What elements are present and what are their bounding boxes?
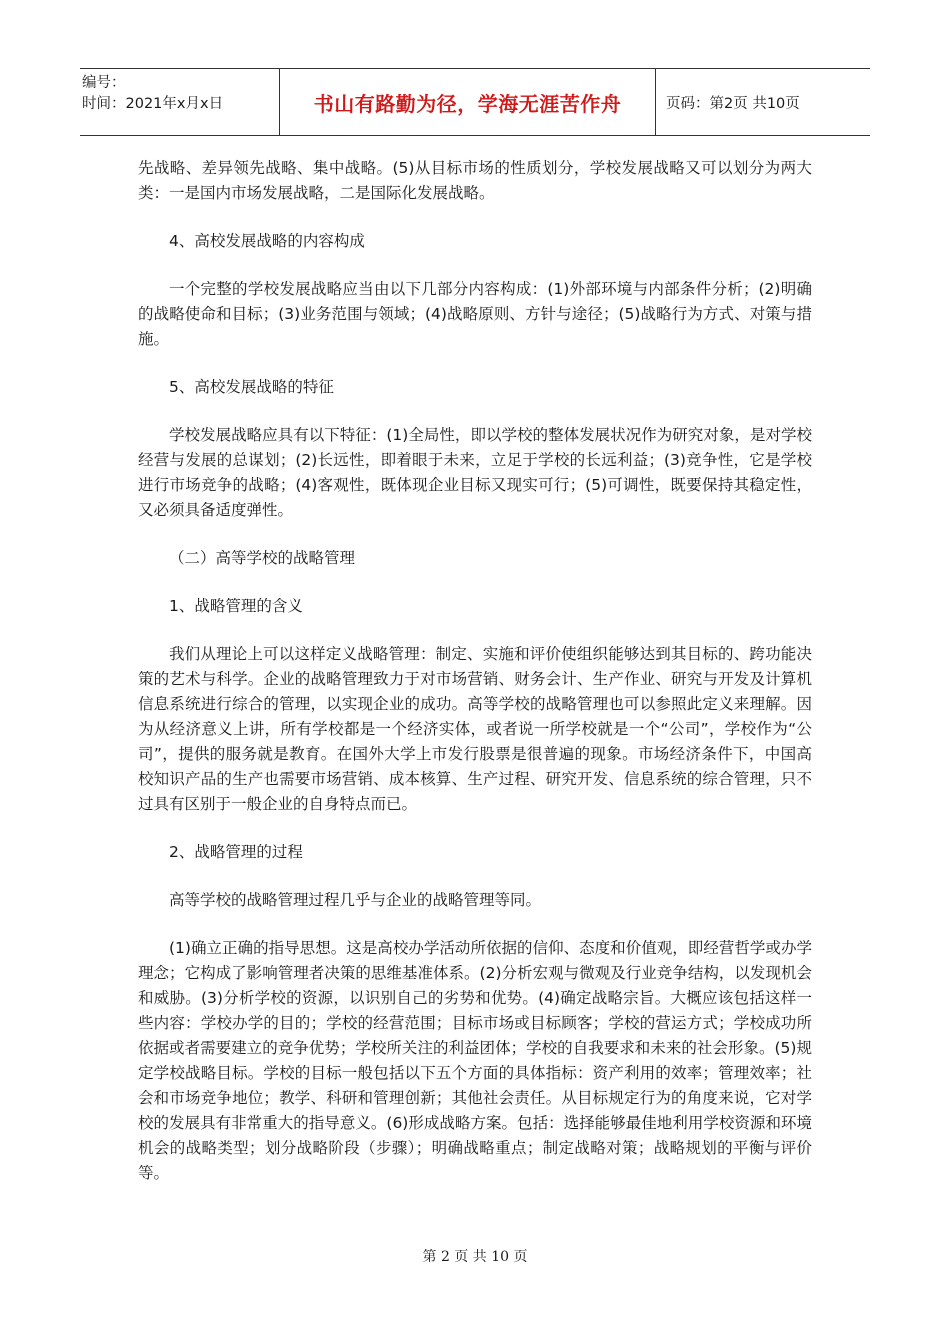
date-label: 时间：2021年x月x日 (82, 96, 224, 112)
paragraph: 高等学校的战略管理过程几乎与企业的战略管理等同。 (169, 891, 542, 909)
section-heading-part2: （二）高等学校的战略管理 (169, 549, 356, 567)
section-heading-4: 4、高校发展战略的内容构成 (169, 232, 365, 250)
section-heading-5: 5、高校发展战略的特征 (169, 378, 334, 396)
paragraph: (1)确立正确的指导思想。这是高校办学活动所依据的信仰、态度和价值观，即经营哲学或办学理念；它构成了影响管理者决策的思维基准体系。(2)分析宏观与微观及行业竞争结构，以发现机会和威胁。(3)分析学校的资源，以识别自己的劣势和优势。(4)确定战略宗旨。大概应该包括这样一些内容：学校办学的目的；学校的经营范围；目标市场或目标顾客；学校的营运方式；学校成功所依据或者需要建立的竞争优势；学校所关注的利益团体；学校的自我要求和未来的社会形象。(5)规定学校战略目标。学校的目标一般包括以下五个方面的具体指标：资产利用的效率；管理效率；社会和市场竞争地位；教学、科研和管理创新；其他社会责任。从目标规定行为的角度来说，它对学校的发展具有非常重大的指导意义。(6)形成战略方案。包括：选择能够最佳地利用学校资源和环境机会的战略类型；划分战略阶段（步骤）；明确战略重点；制定战略对策；战略规划的平衡与评价等。 (138, 939, 812, 1182)
paragraph: 我们从理论上可以这样定义战略管理：制定、实施和评价使组织能够达到其目标的、跨功能决策的艺术与科学。企业的战略管理致力于对市场营销、财务会计、生产作业、研究与开发及计算机信息系统进行综合的管理，以实现企业的成功。高等学校的战略管理也可以参照此定义来理解。因为从经济意义上讲，所有学校都是一个经济实体，或者说一所学校就是一个“公司”，学校作为“公司”，提供的服务就是教育。在国外大学上市发行股票是很普遍的现象。市场经济条件下，中国高校知识产品的生产也需要市场营销、成本核算、生产过程、研究开发、信息系统的综合管理，只不过具有区别于一般企业的自身特点而已。 (138, 645, 812, 813)
section-heading-2: 2、战略管理的过程 (169, 843, 303, 861)
header-motto: 书山有路勤为径，学海无涯苦作舟 (280, 69, 656, 135)
serial-label: 编号： (82, 75, 126, 91)
paragraph: 一个完整的学校发展战略应当由以下几部分内容构成：(1)外部环境与内部条件分析；(2)明确的战略使命和目标；(3)业务范围与领域；(4)战略原则、方针与途径；(5)战略行为方式、对策与措施。 (138, 280, 812, 348)
header-meta (80, 69, 280, 135)
header-page-info: 页码：第2页 共10页 (666, 95, 800, 112)
paragraph: 学校发展战略应具有以下特征：(1)全局性，即以学校的整体发展状况作为研究对象，是对学校经营与发展的总谋划；(2)长远性，即着眼于未来，立足于学校的长远利益；(3)竞争性，它是学校进行市场竞争的战略；(4)客观性，既体现企业目标又现实可行；(5)可调性，既要保持其稳定性，又必须具备适度弹性。 (138, 426, 812, 519)
paragraph: 先战略、差异领先战略、集中战略。(5)从目标市场的性质划分，学校发展战略又可以划分为两大类：一是国内市场发展战略，二是国际化发展战略。 (138, 159, 812, 202)
section-heading-1: 1、战略管理的含义 (169, 597, 303, 615)
page-header (80, 68, 870, 136)
page-footer: 第 2 页 共 10 页 (422, 1249, 528, 1265)
document-body (138, 156, 812, 1186)
